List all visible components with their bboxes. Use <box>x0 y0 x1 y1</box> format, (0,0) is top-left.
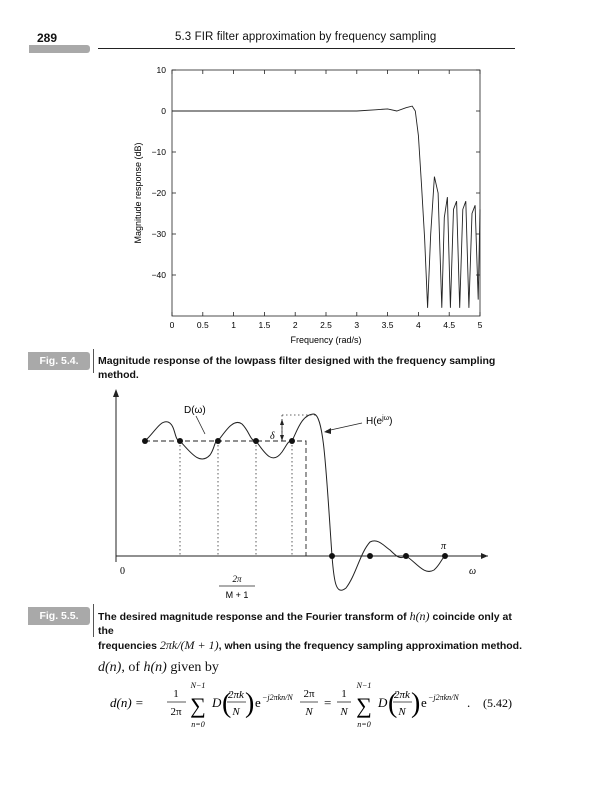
eq-sum1-symbol: ∑ <box>190 693 206 718</box>
delta-arrow-head <box>280 435 284 441</box>
eq-arg2-den: N <box>398 706 406 718</box>
equation-5-42 <box>110 681 512 729</box>
sample-point <box>442 553 448 559</box>
eq-arg2-num: 2πk <box>394 689 410 701</box>
x-tick-label: 2 <box>292 320 298 330</box>
ripple-peak-guide <box>282 415 316 441</box>
x-tick-label: 1 <box>231 320 236 330</box>
x-tick-label: 1.5 <box>258 320 271 330</box>
sample-point <box>329 553 335 559</box>
origin-label: 0 <box>120 566 125 577</box>
figure-5-5-label: Fig. 5.5. <box>28 607 90 625</box>
x-tick-label: 0 <box>169 320 175 330</box>
delta-arrow-head <box>280 419 284 425</box>
eq-exp2-base: e <box>421 695 427 710</box>
running-head: 5.3 FIR filter approximation by frequency sampling <box>175 31 437 43</box>
caption-rule <box>93 349 94 373</box>
sample-point <box>367 553 373 559</box>
sample-point <box>253 438 259 444</box>
y-tick-label: −30 <box>151 229 166 239</box>
omega-axis-arrow <box>481 553 488 559</box>
figure-5-5-diagram <box>113 389 488 600</box>
eq-D2: D <box>378 695 388 710</box>
desired-response-dashed <box>145 441 445 556</box>
eq-sum2-bottom: n=0 <box>357 720 371 729</box>
sample-point <box>215 438 221 444</box>
y-ticks <box>152 65 480 280</box>
sample-point <box>177 438 183 444</box>
x-ticks <box>170 70 483 330</box>
eq-sum1-bottom: n=0 <box>191 720 205 729</box>
x-tick-label: 0.5 <box>196 320 209 330</box>
x-tick-label: 3 <box>354 320 360 330</box>
eq-paren2-open: ( <box>388 688 398 719</box>
transform-pointer-head <box>324 428 331 434</box>
pi-label: π <box>441 541 447 552</box>
x-tick-label: 2.5 <box>320 320 332 330</box>
transform-label-pointer <box>326 423 362 431</box>
magnitude-series-line <box>172 106 480 308</box>
page-number: 289 <box>37 31 58 45</box>
sample-point <box>403 553 409 559</box>
eq-D1: D <box>212 695 222 710</box>
y-tick-label: −10 <box>151 147 166 157</box>
delta-label: δ <box>270 431 275 442</box>
x-tick-label: 4 <box>416 320 421 330</box>
eq-frac1-den: 2π <box>170 706 182 718</box>
x-tick-label: 5 <box>477 320 483 330</box>
eq-equals: = <box>324 695 332 710</box>
x-axis-label: Frequency (rad/s) <box>290 335 362 345</box>
desired-response-label: D(ω) <box>184 405 206 416</box>
eq-period: . <box>467 695 471 710</box>
y-tick-label: 10 <box>156 65 166 75</box>
eq-arg1-num: 2πk <box>228 689 244 701</box>
sample-point <box>142 438 148 444</box>
y-axis-label: Magnitude response (dB) <box>133 142 143 244</box>
magnitude-axis-arrow <box>113 389 119 397</box>
eq-frac3-den: N <box>340 706 348 718</box>
y-tick-label: −40 <box>151 270 166 280</box>
eq-frac3-num: 1 <box>341 688 347 700</box>
desired-label-pointer <box>196 416 205 434</box>
y-tick-label: −20 <box>151 188 166 198</box>
transform-label: $H(e^{j\omega})$ <box>366 415 393 427</box>
eq-paren2-close: ) <box>411 688 421 719</box>
eq-frac1-num: 1 <box>173 688 179 700</box>
eq-lhs: d(n) = <box>110 695 144 710</box>
figure-5-4-caption: Magnitude response of the lowpass filter designed with the frequency sampling method. <box>98 355 496 381</box>
x-tick-label: 4.5 <box>443 320 456 330</box>
figure-5-4-label: Fig. 5.4. <box>28 352 90 370</box>
eq-paren1-open: ( <box>222 688 232 719</box>
eq-exp1: −j2πkn/N <box>262 693 293 702</box>
caption-rule <box>93 604 94 637</box>
eq-exp1-base: e <box>255 695 261 710</box>
eq-frac2-den: N <box>305 706 313 718</box>
eq-frac2-num: 2π <box>303 688 315 700</box>
figure-5-5-caption: The desired magnitude response and the Fourier transform of h(n) coincide only at the frequencies 2πk/(M + 1), when using the frequency sampling approximation method. <box>98 609 522 652</box>
spacing-numerator: 2π <box>232 574 242 584</box>
plot-frame <box>172 70 480 316</box>
spacing-denominator: M + 1 <box>225 590 249 600</box>
eq-arg1-den: N <box>232 706 240 718</box>
y-tick-label: 0 <box>161 106 166 116</box>
transform-curve <box>145 414 445 590</box>
omega-label: ω <box>469 566 477 577</box>
eq-sum2-symbol: ∑ <box>356 693 372 718</box>
sample-point <box>289 438 295 444</box>
x-tick-label: 3.5 <box>381 320 394 330</box>
eq-exp2: −j2πkn/N <box>428 693 459 702</box>
body-text-line: d(n), of h(n) given by <box>98 660 219 675</box>
magnitude-chart <box>133 65 483 345</box>
eq-paren1-close: ) <box>245 688 255 719</box>
eq-sum1-top: N−1 <box>190 681 206 690</box>
eq-sum2-top: N−1 <box>356 681 372 690</box>
eq-number: (5.42) <box>483 696 512 710</box>
